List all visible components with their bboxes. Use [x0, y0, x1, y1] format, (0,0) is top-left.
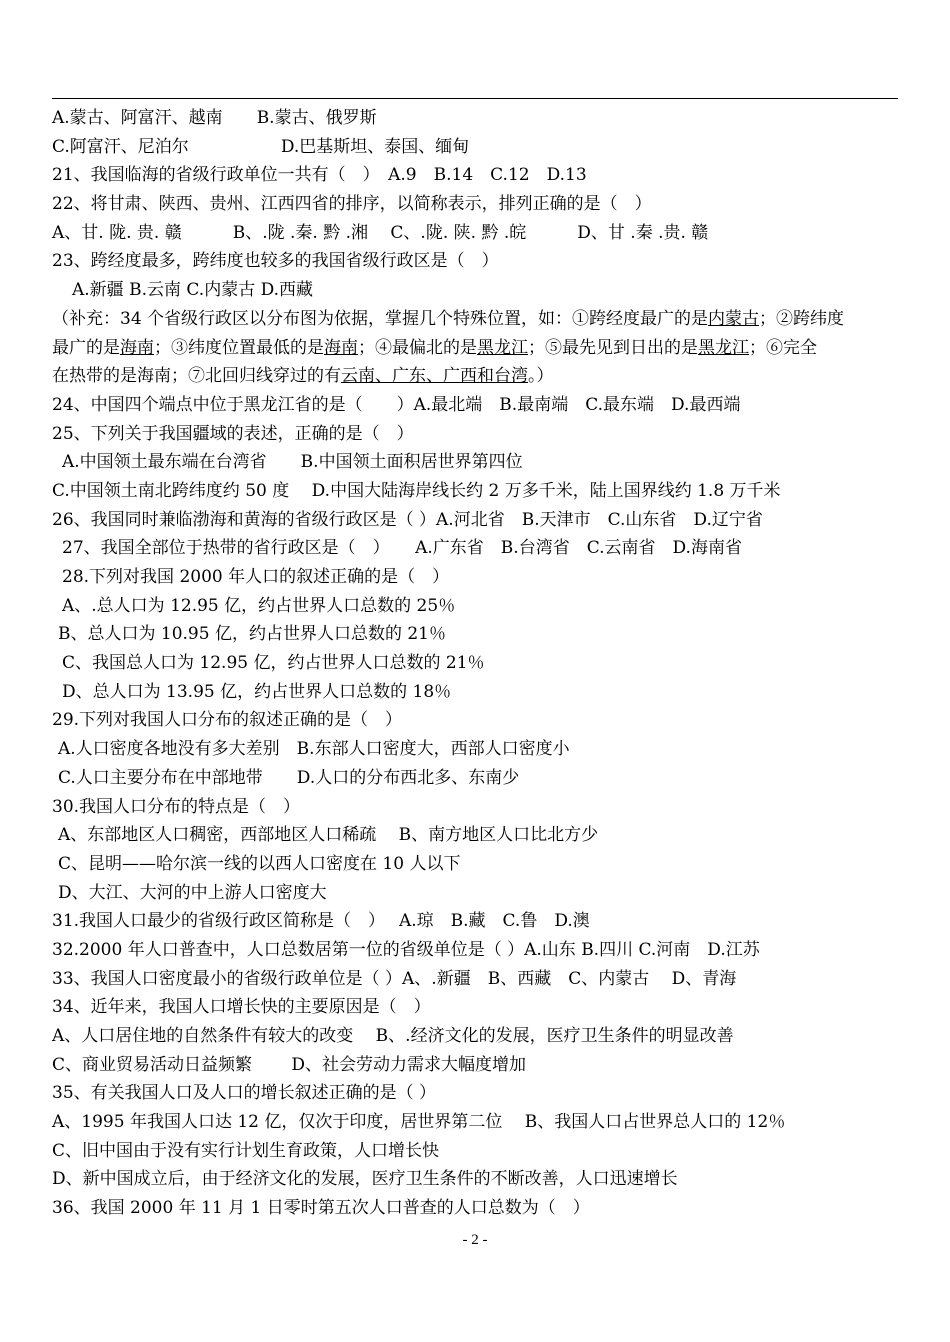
page-number: - 2 - [462, 1232, 488, 1248]
underlined-answer: 海南 [120, 337, 154, 358]
question-28-option-a: A、.总人口为 12.95 亿，约占世界人口总数的 25％ [62, 595, 456, 616]
question-34: 34、近年来，我国人口增长快的主要原因是（ ） [52, 997, 431, 1018]
question-22-options: A、甘. 陇. 贵. 赣 B、.陇 .秦. 黔 .湘 C、.陇. 陕. 黔 .皖 D、甘 .秦 .贵. 赣 [52, 222, 709, 243]
underlined-answer: 黑龙江 [698, 337, 749, 358]
question-35-options-ab: A、1995 年我国人口达 12 亿，仅次于印度，居世界第二位 B、我国人口占世界总人口的 12％ [52, 1112, 786, 1133]
question-30: 30.我国人口分布的特点是（ ） [52, 796, 301, 817]
question-33: 33、我国人口密度最小的省级行政单位是（ ）A、.新疆 B、西藏 C、内蒙古 D、青海 [52, 968, 737, 989]
question-21: 21、我国临海的省级行政单位一共有（ ） A.9 B.14 C.12 D.13 [52, 165, 587, 186]
question-22: 22、将甘肃、陕西、贵州、江西四省的排序，以简称表示，排列正确的是（ ） [52, 194, 652, 215]
question-30-options-ab: A、东部地区人口稠密，西部地区人口稀疏 B、南方地区人口比北方少 [58, 825, 599, 846]
question-28-option-b: B、总人口为 10.95 亿，约占世界人口总数的 21％ [58, 624, 447, 645]
question-25-options-ab: A.中国领土最东端在台湾省 B.中国领土面积居世界第四位 [62, 452, 523, 473]
question-list [52, 104, 902, 1223]
question-24: 24、中国四个端点中位于黑龙江省的是（ ）A.最北端 B.最南端 C.最东端 D.最西端 [52, 394, 741, 415]
note-text: （补充：34 个省级行政区以分布图为依据，掌握几个特殊位置，如：①跨经度最广的是 [52, 308, 709, 329]
question-28-option-d: D、总人口为 13.95 亿，约占世界人口总数的 18％ [62, 681, 452, 702]
option-d: D.巴基斯坦、泰国、缅甸 [280, 136, 470, 157]
question-34-options-ab: A、人口居住地的自然条件有较大的改变 B、.经济文化的发展，医疗卫生条件的明显改善 [52, 1026, 734, 1046]
question-26: 26、我国同时兼临渤海和黄海的省级行政区是（ ）A.河北省 B.天津市 C.山东省 D.辽宁省 [52, 509, 763, 530]
note-text: ；④最偏北的是 [358, 337, 477, 358]
option-b: B.蒙古、俄罗斯 [256, 108, 377, 128]
note-text: 。） [528, 366, 554, 387]
note-text: ；⑤最先见到日出的是 [528, 337, 698, 358]
question-35-option-c: C、旧中国由于没有实行计划生育政策，人口增长快 [52, 1140, 440, 1161]
question-34-options-cd: C、商业贸易活动日益频繁 D、社会劳动力需求大幅度增加 [52, 1054, 527, 1075]
question-23-options: A.新疆 B.云南 C.内蒙古 D.西藏 [72, 280, 314, 301]
underlined-answer: 内蒙古 [708, 308, 760, 329]
question-27: 27、我国全部位于热带的省行政区是（ ） A.广东省 B.台湾省 C.云南省 D.海南省 [62, 538, 742, 559]
question-32: 32.2000 年人口普查中，人口总数居第一位的省级单位是（ ）A.山东 B.四川 C.河南 D.江苏 [52, 939, 760, 960]
underlined-answer: 云南、广东、广西和台湾 [341, 366, 528, 387]
question-23: 23、跨经度最多，跨纬度也较多的我国省级行政区是（ ） [52, 251, 499, 272]
option-a: A.蒙古、阿富汗、越南 [52, 108, 223, 128]
q20-options-ab [52, 104, 902, 133]
question-30-option-c: C、昆明——哈尔滨一线的以西人口密度在 10 人以下 [58, 853, 461, 874]
supplement-note-line-1 [52, 305, 902, 334]
question-25-options-cd: C.中国领土南北跨纬度约 50 度 D.中国大陆海岸线长约 2 万多千米，陆上国界线约 1.8 万千米 [52, 480, 781, 501]
note-text: ；⑥完全 [749, 337, 817, 358]
supplement-note-line-2 [52, 334, 902, 363]
question-29-options-ab: A.人口密度各地没有多大差别 B.东部人口密度大，西部人口密度小 [58, 739, 570, 760]
question-28: 28.下列对我国 2000 年人口的叙述正确的是（ ） [62, 567, 450, 587]
question-29-options-cd: C.人口主要分布在中部地带 D.人口的分布西北多、东南少 [58, 767, 520, 788]
question-28-option-c: C、我国总人口为 12.95 亿，约占世界人口总数的 21％ [62, 653, 485, 674]
supplement-note-line-3 [52, 362, 902, 391]
underlined-answer: 黑龙江 [477, 337, 528, 358]
question-35-option-d: D、新中国成立后，由于经济文化的发展，医疗卫生条件的不断改善，人口迅速增长 [52, 1169, 678, 1190]
question-25: 25、下列关于我国疆域的表述，正确的是（ ） [52, 423, 414, 444]
note-text: 最广的是 [52, 337, 120, 358]
underlined-answer: 海南 [324, 337, 358, 358]
question-35: 35、有关我国人口及人口的增长叙述正确的是（ ） [52, 1083, 437, 1104]
option-c: C.阿富汗、尼泊尔 [52, 136, 189, 157]
note-text: ；②跨纬度 [759, 308, 845, 329]
question-30-option-d: D、大江、大河的中上游人口密度大 [58, 882, 327, 903]
note-text: 在热带的是海南；⑦北回归线穿过的有 [52, 366, 341, 387]
q20-options-cd [52, 133, 902, 162]
question-29: 29.下列对我国人口分布的叙述正确的是（ ） [52, 710, 403, 731]
question-31: 31.我国人口最少的省级行政区简称是（ ） A.琼 B.藏 C.鲁 D.澳 [52, 911, 590, 932]
note-text: ；③纬度位置最低的是 [154, 337, 324, 358]
header-rule [52, 98, 898, 99]
question-36: 36、我国 2000 年 11 月 1 日零时第五次人口普查的人口总数为（ ） [52, 1198, 590, 1219]
